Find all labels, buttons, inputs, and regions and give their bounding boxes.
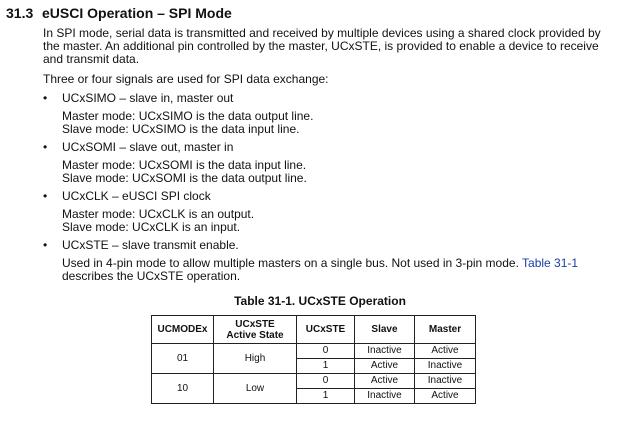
header-active-state <box>214 316 297 344</box>
cell-master: Active <box>415 389 476 404</box>
cell-master: Inactive <box>415 374 476 389</box>
cell-slave: Active <box>355 359 415 374</box>
table-row <box>152 344 476 359</box>
table-row <box>152 374 476 389</box>
cell-ucmodex: 10 <box>152 374 214 404</box>
section-title: eUSCI Operation – SPI Mode <box>42 5 232 21</box>
signals-intro: Three or four signals are used for SPI data exchange: <box>43 72 329 86</box>
header-ucxste: UCxSTE <box>297 316 355 344</box>
cell-slave: Inactive <box>355 344 415 359</box>
cell-slave: Active <box>355 374 415 389</box>
cell-ucxste: 0 <box>297 374 355 389</box>
cell-ucxste: 0 <box>297 344 355 359</box>
bullet-icon: • <box>43 140 48 154</box>
table-title: Table 31-1. UCxSTE Operation <box>234 294 406 308</box>
cell-ucxste: 1 <box>297 359 355 374</box>
bullet-icon: • <box>43 91 48 105</box>
cell-master: Inactive <box>415 359 476 374</box>
signal-name: UCxSTE – slave transmit enable. <box>62 238 239 252</box>
section-number: 31.3 <box>6 5 34 21</box>
header-active-state-line-1: UCxSTE <box>235 318 275 330</box>
signal-name: UCxCLK – eUSCI SPI clock <box>62 189 211 203</box>
cell-ucxste: 1 <box>297 389 355 404</box>
cell-master: Active <box>415 344 476 359</box>
signal-name: UCxSOMI – slave out, master in <box>62 140 234 154</box>
signal-description-line-2: describes the UCxSTE operation. <box>62 269 241 283</box>
header-slave: Slave <box>355 316 415 344</box>
header-ucmodex: UCMODEx <box>152 316 214 344</box>
cell-ucmodex: 01 <box>152 344 214 374</box>
signal-master-line: Master mode: UCxSOMI is the data input line. <box>62 158 307 172</box>
signal-master-line: Master mode: UCxSIMO is the data output line. <box>62 109 314 123</box>
cell-active-state: Low <box>214 374 297 404</box>
intro-line-3: and transmit data. <box>43 52 140 66</box>
cell-active-state: High <box>214 344 297 374</box>
header-active-state-line-2: Active State <box>226 329 284 341</box>
signal-master-line: Master mode: UCxCLK is an output. <box>62 207 255 221</box>
bullet-icon: • <box>43 189 48 203</box>
signal-description-text: Used in 4-pin mode to allow multiple masters on a single bus. Not used in 3-pin mode. <box>62 256 519 270</box>
signal-slave-line: Slave mode: UCxSIMO is the data input line. <box>62 122 300 136</box>
intro-line-2: the master. An additional pin controlled by the master, UCxSTE, is provided to enable a device to receive <box>43 39 599 53</box>
table-31-1-link[interactable]: Table 31-1 <box>522 256 579 270</box>
signal-slave-line: Slave mode: UCxCLK is an input. <box>62 220 241 234</box>
signal-slave-line: Slave mode: UCxSOMI is the data output line. <box>62 171 307 185</box>
table-header-row <box>152 316 476 344</box>
cell-slave: Inactive <box>355 389 415 404</box>
section-heading <box>6 5 232 21</box>
signal-name: UCxSIMO – slave in, master out <box>62 91 234 105</box>
intro-line-1: In SPI mode, serial data is transmitted and received by multiple devices using a shared clock provided by <box>43 26 601 40</box>
bullet-icon: • <box>43 238 48 252</box>
header-master: Master <box>415 316 476 344</box>
ucxste-operation-table <box>151 315 476 404</box>
